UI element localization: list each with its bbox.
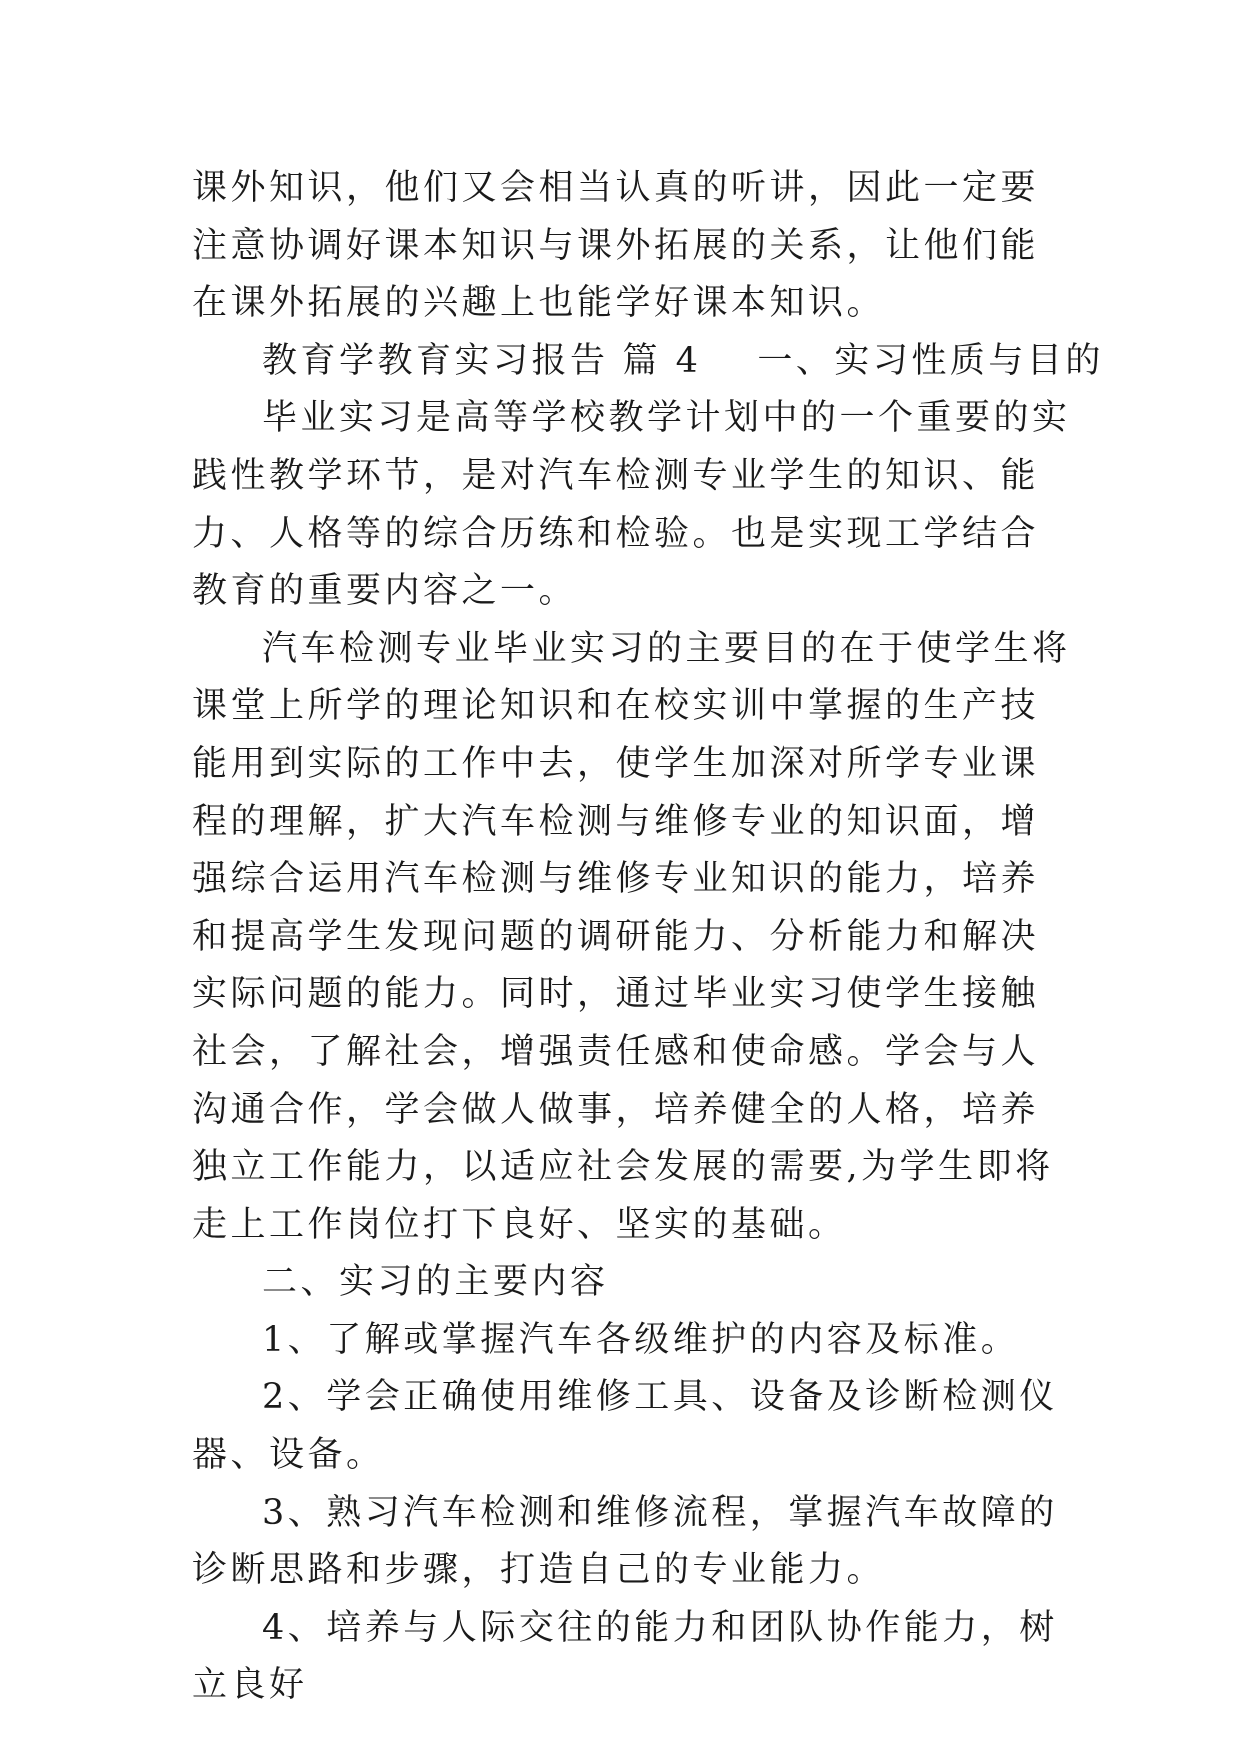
report-title: 教育学教育实习报告 xyxy=(262,340,609,381)
list-item-1: 1、了解或掌握汽车各级维护的内容及标准。 xyxy=(262,1319,1020,1360)
paragraph-internship-purpose: 汽车检测专业毕业实习的主要目的在于使学生将课堂上所学的理论知识和在校实训中掌握的生产技能用到实际的工作中去，使学生加深对所学专业课程的理解，扩大汽车检测与维修专业的知识面，增强综合运用汽车检测与维修专业知识的能力，培养和提高学生发现问题的调研能力、分析能力和解决实际问题的能力。同时，通过毕业实习使学生接触社会，了解社会，增强责任感和使命感。学会与人沟通合作，学会做人做事，培养健全的人格，培养独立工作能力，以适应社会发展的需要,为学生即将走上工作岗位打下良好、坚实的基础。 xyxy=(192,628,1071,1245)
paragraph-internship-nature: 毕业实习是高等学校教学计划中的一个重要的实践性教学环节，是对汽车检测专业学生的知识、能力、人格等的综合历练和检验。也是实现工学结合教育的重要内容之一。 xyxy=(192,398,1071,612)
section-title: 一、实习性质与目的 xyxy=(757,340,1104,381)
paragraph-continuation: 课外知识，他们又会相当认真的听讲，因此一定要注意协调好课本知识与课外拓展的关系，让他们能在课外拓展的兴趣上也能学好课本知识。 xyxy=(192,168,1040,324)
report-part-number: 篇 4 xyxy=(622,340,702,381)
list-item-2: 2、学会正确使用维修工具、设备及诊断检测仪器、设备。 xyxy=(192,1377,1058,1476)
list-item-3: 3、熟习汽车检测和维修流程，掌握汽车故障的诊断思路和步骤，打造自己的专业能力。 xyxy=(192,1492,1058,1591)
section-heading-main-content: 二、实习的主要内容 xyxy=(262,1262,609,1303)
document-body xyxy=(192,160,1104,1715)
section-heading-line xyxy=(192,333,1104,391)
list-item-4: 4、培养与人际交往的能力和团队协作能力，树立良好 xyxy=(192,1607,1058,1706)
